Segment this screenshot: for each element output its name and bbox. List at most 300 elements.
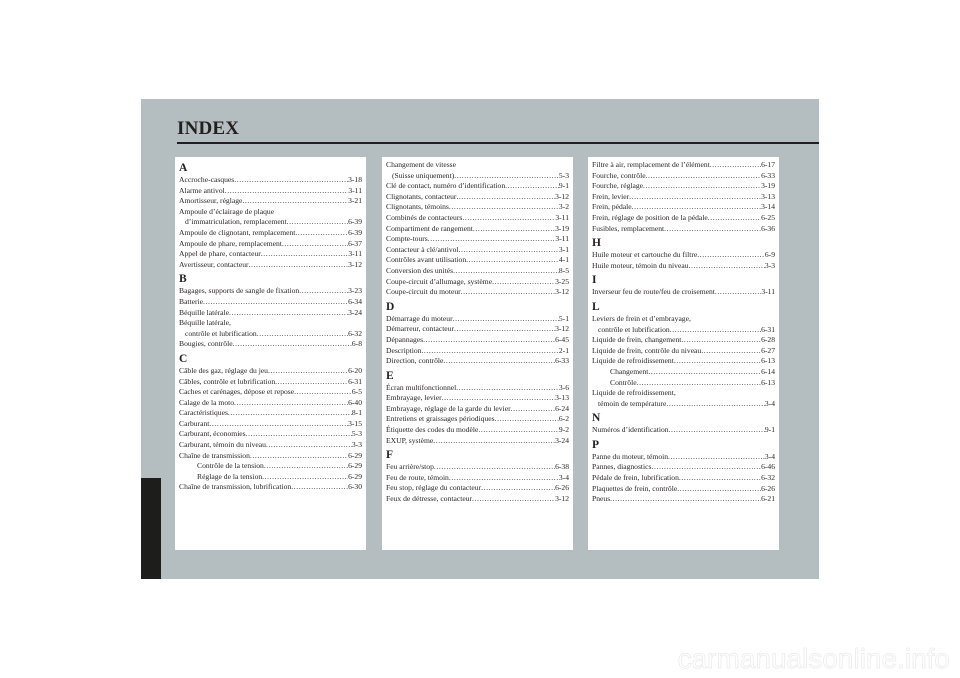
- index-entry-page: 3-3: [351, 440, 362, 450]
- index-entry-page: 6-26: [555, 483, 569, 493]
- index-entry: [179, 196, 362, 207]
- dot-leader: [268, 366, 348, 377]
- index-entry-label: Filtre à air, remplacement de l’élément: [592, 160, 710, 169]
- index-entry-label: Ampoule de phare, remplacement: [179, 238, 282, 248]
- dot-leader: [481, 483, 555, 494]
- index-entry-page: 3-14: [761, 202, 775, 212]
- dot-leader: [646, 171, 762, 182]
- index-entry-label: Conversion des unités: [386, 265, 454, 275]
- index-entry-page: 3-12: [555, 494, 569, 504]
- index-entry: [592, 181, 775, 192]
- index-entry-page: 3-13: [761, 191, 775, 201]
- index-entry-label: Direction, contrôle: [386, 356, 444, 366]
- dot-leader: [472, 494, 555, 505]
- dot-leader: [668, 452, 765, 463]
- index-entry: [592, 473, 775, 484]
- index-entry-label: EXUP, système: [386, 435, 434, 445]
- index-entry-page: 3-25: [555, 276, 569, 286]
- index-entry: [386, 436, 569, 447]
- index-entry: [592, 378, 775, 389]
- index-column-3: [588, 157, 779, 550]
- index-entry-label: Calage de la moto: [179, 397, 235, 407]
- dot-leader: [228, 408, 352, 419]
- index-entry-heading: Leviers de frein et d’embrayage,: [592, 313, 691, 323]
- index-entry-label: Feu de route, témoin: [386, 472, 449, 482]
- index-entry-page: 6-46: [761, 462, 775, 472]
- index-entry-page: 6-14: [761, 366, 775, 376]
- index-entry-page: 3-6: [558, 382, 569, 392]
- index-entry-label: Feux de détresse, contacteur: [386, 494, 473, 504]
- index-letter-heading: D: [386, 300, 395, 313]
- index-entry: [179, 339, 362, 350]
- index-entry: [179, 429, 362, 440]
- index-entry-label: Fourche, réglage: [592, 181, 644, 191]
- dot-leader: [478, 425, 559, 436]
- index-entry: [179, 366, 362, 377]
- index-entry-label: Démarreur, contacteur: [386, 324, 454, 334]
- index-entry-label: Frein, levier: [592, 191, 630, 201]
- dot-leader: [209, 419, 348, 430]
- index-entry-label: Combinés de contacteurs: [386, 212, 463, 222]
- index-entry-page: 6-24: [555, 403, 569, 413]
- index-entry-label: Liquide de refroidissement: [592, 356, 674, 366]
- dot-leader: [433, 436, 555, 447]
- index-entry: [386, 181, 569, 192]
- index-entry: [386, 383, 569, 394]
- dot-leader: [511, 404, 555, 415]
- index-entry-page: 3-2: [558, 202, 569, 212]
- index-entry-label: Numéros d’identification: [592, 425, 669, 435]
- dot-leader: [453, 266, 559, 277]
- dot-leader: [442, 393, 555, 404]
- dot-leader: [666, 399, 765, 410]
- index-entry-page: 5-3: [558, 170, 569, 180]
- index-entry-label: Bougies, contrôle: [179, 339, 233, 349]
- index-entry-page: 6-9: [764, 250, 775, 260]
- dot-leader: [610, 494, 761, 505]
- index-entry-page: 6-39: [348, 217, 362, 227]
- index-entry-page: 5-1: [558, 313, 569, 323]
- index-entry: [386, 483, 569, 494]
- dot-leader: [266, 440, 352, 451]
- index-entry-page: 6-33: [555, 356, 569, 366]
- index-entry-page: 6-5: [351, 387, 362, 397]
- index-entry: [386, 414, 569, 425]
- index-entry-page: 6-31: [761, 324, 775, 334]
- index-entry-label: Huile moteur, témoin du niveau: [592, 260, 689, 270]
- dot-leader: [423, 335, 555, 346]
- index-column-2: [382, 157, 573, 550]
- index-entry-label: contrôle et lubrification: [598, 324, 670, 334]
- index-entry-page: 6-25: [761, 212, 775, 222]
- index-entry: [386, 192, 569, 203]
- index-entry: [592, 367, 775, 378]
- index-letter-heading: E: [386, 369, 394, 382]
- index-entry: [179, 461, 362, 472]
- index-entry: [179, 297, 362, 308]
- index-entry-label: Frein, réglage de position de la pédale: [592, 212, 708, 222]
- index-entry-page: 9-1: [558, 181, 569, 191]
- index-entry: [179, 329, 362, 340]
- index-entry-page: 6-32: [761, 473, 775, 483]
- index-entry-label: Avertisseur, contacteur: [179, 259, 249, 269]
- index-entry: [179, 175, 362, 186]
- index-entry-page: 3-4: [764, 398, 775, 408]
- dot-leader: [669, 425, 765, 436]
- index-entry-page: 3-12: [555, 287, 569, 297]
- index-entry-label: Fusibles, remplacement: [592, 223, 665, 233]
- index-entry: [179, 419, 362, 430]
- dot-leader: [262, 472, 348, 483]
- dot-leader: [456, 383, 559, 394]
- index-entry-page: 6-29: [348, 471, 362, 481]
- dot-leader: [234, 398, 348, 409]
- index-entry: [179, 398, 362, 409]
- dot-leader: [287, 217, 348, 228]
- index-letter-heading: B: [179, 273, 187, 286]
- index-entry-page: 6-31: [348, 376, 362, 386]
- dot-leader: [299, 286, 348, 297]
- index-entry: [592, 171, 775, 182]
- index-entry-label: Démarrage du moteur: [386, 313, 453, 323]
- index-entry-page: 6-17: [761, 160, 775, 169]
- index-entry: [386, 277, 569, 288]
- index-entry-label: Carburant: [179, 418, 210, 428]
- index-entry: [179, 408, 362, 419]
- index-entry-label: d’immatriculation, remplacement: [185, 217, 287, 227]
- index-entry: [386, 324, 569, 335]
- dot-leader: [670, 325, 761, 336]
- index-entry-page: 8-5: [558, 265, 569, 275]
- index-entry: [386, 494, 569, 505]
- dot-leader: [453, 314, 559, 325]
- index-entry-label: Fourche, contrôle: [592, 170, 646, 180]
- dot-leader: [715, 287, 761, 298]
- dot-leader: [225, 186, 349, 197]
- dot-leader: [632, 202, 761, 213]
- index-entry: [386, 213, 569, 224]
- index-letter-heading: L: [592, 300, 600, 313]
- index-entry-label: Contacteur à clé/antivol: [386, 244, 459, 254]
- index-entry: [592, 213, 775, 224]
- index-entry: [592, 224, 775, 235]
- index-entry-page: 6-36: [761, 223, 775, 233]
- dot-leader: [454, 324, 555, 335]
- dot-leader: [473, 224, 555, 235]
- index-entry: [592, 484, 775, 495]
- index-entry-heading: Béquille latérale,: [179, 318, 231, 328]
- index-entry-label: témoin de température: [598, 398, 667, 408]
- index-entry-label: Compartiment de rangement: [386, 223, 473, 233]
- index-entry-label: Accroche-casques: [179, 175, 235, 184]
- index-entry-label: Ampoule de clignotant, remplacement: [179, 227, 296, 237]
- index-entry-page: 3-21: [348, 196, 362, 206]
- index-entry-page: 5-3: [351, 429, 362, 439]
- index-entry-label: Embrayage, levier: [386, 393, 442, 403]
- index-entry-label: Embrayage, réglage de la garde du levier: [386, 403, 511, 413]
- index-entry: [592, 325, 775, 336]
- index-entry: [179, 217, 362, 228]
- dot-leader: [674, 356, 761, 367]
- page-title: INDEX: [177, 118, 240, 139]
- index-entry-heading: Ampoule d’éclairage de plaque: [179, 206, 275, 216]
- index-entry-page: 6-30: [348, 482, 362, 492]
- dot-leader: [629, 192, 761, 203]
- dot-leader: [428, 234, 556, 245]
- index-entry-page: 6-37: [348, 238, 362, 248]
- dot-leader: [242, 196, 348, 207]
- index-entry-page: 3-23: [348, 286, 362, 296]
- index-entry-label: Bagages, supports de sangle de fixation: [179, 286, 300, 296]
- index-letter-heading: F: [386, 449, 394, 462]
- dot-leader: [648, 367, 761, 378]
- index-entry-page: 6-8: [351, 339, 362, 349]
- index-entry-label: Clé de contact, numéro d’identification: [386, 181, 506, 191]
- dot-leader: [261, 249, 349, 260]
- index-entry-page: 3-18: [348, 175, 362, 184]
- index-entry-label: Chaîne de transmission, lubrification: [179, 482, 292, 492]
- dot-leader: [462, 213, 555, 224]
- index-entry-page: 3-24: [555, 435, 569, 445]
- index-entry-label: Écran multifonctionnel: [386, 382, 457, 392]
- index-entry-label: Clignotants, témoins: [386, 202, 449, 212]
- index-entry: [592, 192, 775, 203]
- dot-leader: [689, 261, 765, 272]
- index-entry: [386, 287, 569, 298]
- dot-leader: [643, 181, 761, 192]
- index-entry-label: Pannes, diagnostics: [592, 462, 652, 472]
- index-entry-page: 3-11: [348, 249, 362, 259]
- index-entry: [386, 404, 569, 415]
- index-entry-heading: Liquide de refroidissement,: [592, 388, 676, 398]
- index-column-1: [175, 157, 366, 550]
- index-entry-label: Liquide de frein, contrôle du niveau: [592, 345, 702, 355]
- index-entry-page: 6-13: [761, 377, 775, 387]
- dot-leader: [249, 260, 349, 271]
- index-entry: [179, 260, 362, 271]
- index-letter-heading: A: [179, 162, 188, 174]
- index-entry: [386, 356, 569, 367]
- index-letter-heading: C: [179, 352, 188, 365]
- index-entry-page: 6-32: [348, 328, 362, 338]
- index-entry-label: Changement: [610, 366, 649, 376]
- index-entry-page: 3-12: [348, 259, 362, 269]
- dot-leader: [264, 461, 348, 472]
- index-entry: [386, 255, 569, 266]
- index-entry-page: 6-26: [761, 483, 775, 493]
- index-entry-page: 3-12: [555, 324, 569, 334]
- index-entry-page: 6-21: [761, 494, 775, 504]
- dot-leader: [434, 462, 555, 473]
- dot-leader: [454, 171, 559, 182]
- index-entry: [179, 472, 362, 483]
- index-entry-label: Dépannages: [386, 334, 424, 344]
- index-entry-label: Câbles, contrôle et lubrification: [179, 376, 276, 386]
- index-entry-page: 6-38: [555, 462, 569, 472]
- dot-leader: [681, 335, 761, 346]
- index-entry: [592, 356, 775, 367]
- index-entry-label: Carburant, témoin du niveau: [179, 440, 266, 450]
- index-entry-page: 6-13: [761, 356, 775, 366]
- dot-leader: [677, 484, 761, 495]
- index-entry-label: Huile moteur et cartouche du filtre: [592, 250, 698, 260]
- index-entry-label: Alarme antivol: [179, 185, 225, 195]
- index-entry-page: 8-1: [351, 408, 362, 418]
- index-entry: [592, 261, 775, 272]
- dot-leader: [295, 228, 348, 239]
- index-entry: [386, 171, 569, 182]
- index-entry: [386, 473, 569, 484]
- dot-leader: [708, 213, 761, 224]
- index-entry-label: Frein, pédale: [592, 202, 632, 212]
- index-entry: [386, 462, 569, 473]
- index-entry-label: Contrôle: [610, 377, 637, 387]
- index-entry-label: Batterie: [179, 296, 204, 306]
- index-entry: [592, 399, 775, 410]
- index-entry-label: Coupe-circuit du moteur: [386, 287, 461, 297]
- index-entry: [386, 224, 569, 235]
- index-entry: [592, 160, 775, 171]
- index-entry: [386, 234, 569, 245]
- title-rule: [177, 142, 819, 144]
- dot-leader: [651, 462, 761, 473]
- dot-leader: [459, 245, 559, 256]
- dot-leader: [246, 429, 352, 440]
- dot-leader: [461, 287, 555, 298]
- dot-leader: [234, 175, 348, 186]
- dot-leader: [291, 482, 348, 493]
- index-entry-page: 3-4: [558, 472, 569, 482]
- index-entry: [179, 286, 362, 297]
- index-entry: [179, 186, 362, 197]
- index-entry-page: 4-1: [558, 255, 569, 265]
- index-entry: [179, 377, 362, 388]
- index-entry: [592, 494, 775, 505]
- index-entry-page: 2-1: [558, 345, 569, 355]
- index-entry-label: (Suisse uniquement): [392, 170, 455, 180]
- dot-leader: [250, 451, 348, 462]
- dot-leader: [443, 356, 555, 367]
- index-entry-label: Feu arrière/stop: [386, 462, 434, 472]
- index-entry: [386, 346, 569, 357]
- index-entry-page: 3-11: [555, 212, 569, 222]
- index-entry: [592, 202, 775, 213]
- dot-leader: [637, 378, 762, 389]
- index-entry-page: 3-19: [761, 181, 775, 191]
- index-entry: [179, 239, 362, 250]
- index-entry-label: Réglage de la tension: [197, 471, 263, 481]
- index-entry: [179, 451, 362, 462]
- dot-leader: [466, 255, 559, 266]
- index-entry: [386, 425, 569, 436]
- index-entry-page: 6-45: [555, 334, 569, 344]
- index-entry-page: 3-24: [348, 307, 362, 317]
- index-entry-page: 6-34: [348, 296, 362, 306]
- index-entry-label: Feu stop, réglage du contacteur: [386, 483, 482, 493]
- index-entry-page: 3-15: [348, 418, 362, 428]
- index-entry-label: Inverseur feu de route/feu de croisement: [592, 287, 715, 297]
- dot-leader: [456, 192, 555, 203]
- dot-leader: [697, 250, 765, 261]
- dot-leader: [275, 377, 348, 388]
- index-entry: [386, 335, 569, 346]
- index-entry: [592, 287, 775, 298]
- index-entry: [179, 308, 362, 319]
- dot-leader: [701, 346, 761, 357]
- index-entry-page: 3-13: [555, 393, 569, 403]
- dot-leader: [203, 297, 348, 308]
- dot-leader: [505, 181, 559, 192]
- index-entry-page: 3-11: [761, 287, 775, 297]
- index-entry-label: Contrôle de la tension: [197, 461, 264, 471]
- dot-leader: [449, 473, 559, 484]
- chapter-tab: [141, 478, 161, 579]
- index-entry: [386, 202, 569, 213]
- index-entry: [179, 387, 362, 398]
- index-entry-label: Caches et carénages, dépose et repose: [179, 387, 295, 397]
- index-entry-label: Panne du moteur, témoin: [592, 451, 669, 461]
- dot-leader: [282, 239, 348, 250]
- index-entry: [592, 452, 775, 463]
- index-entry-page: 3-4: [764, 451, 775, 461]
- index-entry-label: contrôle et lubrification: [185, 328, 257, 338]
- index-entry: [386, 245, 569, 256]
- index-entry-label: Pneus: [592, 494, 611, 504]
- index-entry: [592, 346, 775, 357]
- index-entry-label: Plaquettes de frein, contrôle: [592, 483, 678, 493]
- index-entry: [179, 482, 362, 493]
- dot-leader: [449, 202, 559, 213]
- index-entry: [179, 228, 362, 239]
- dot-leader: [679, 473, 761, 484]
- index-entry: [592, 335, 775, 346]
- index-entry: [386, 393, 569, 404]
- index-entry-label: Liquide de frein, changement: [592, 335, 682, 345]
- index-entry-page: 3-11: [555, 234, 569, 244]
- index-entry: [179, 440, 362, 451]
- index-entry-label: Étiquette des codes du modèle: [386, 425, 479, 435]
- dot-leader: [257, 329, 348, 340]
- index-entry-label: Béquille latérale: [179, 307, 229, 317]
- index-entry-label: Contrôles avant utilisation: [386, 255, 467, 265]
- index-letter-heading: H: [592, 237, 601, 250]
- dot-leader: [229, 308, 348, 319]
- index-entry: [592, 462, 775, 473]
- index-entry-page: 6-2: [558, 414, 569, 424]
- index-entry-page: 6-29: [348, 461, 362, 471]
- index-entry: [386, 266, 569, 277]
- index-entry-page: 6-27: [761, 345, 775, 355]
- index-entry: [592, 250, 775, 261]
- dot-leader: [421, 346, 558, 357]
- index-entry: [386, 314, 569, 325]
- dot-leader: [710, 160, 761, 171]
- index-entry-page: 3-3: [764, 260, 775, 270]
- index-entry-label: Description: [386, 345, 422, 355]
- index-entry-page: 3-1: [558, 244, 569, 254]
- index-entry-page: 3-11: [348, 185, 362, 195]
- index-entry-page: 6-20: [348, 365, 362, 375]
- index-entry-page: 9-1: [764, 425, 775, 435]
- index-entry-label: Entretiens et graissages périodiques: [386, 414, 495, 424]
- index-entry-label: Compte-tours: [386, 234, 428, 244]
- index-letter-heading: P: [592, 438, 600, 451]
- watermark-text: carmanualsonline.info: [677, 643, 950, 674]
- index-entry-page: 3-19: [555, 223, 569, 233]
- dot-leader: [294, 387, 352, 398]
- index-entry-page: 3-12: [555, 191, 569, 201]
- index-entry: [179, 249, 362, 260]
